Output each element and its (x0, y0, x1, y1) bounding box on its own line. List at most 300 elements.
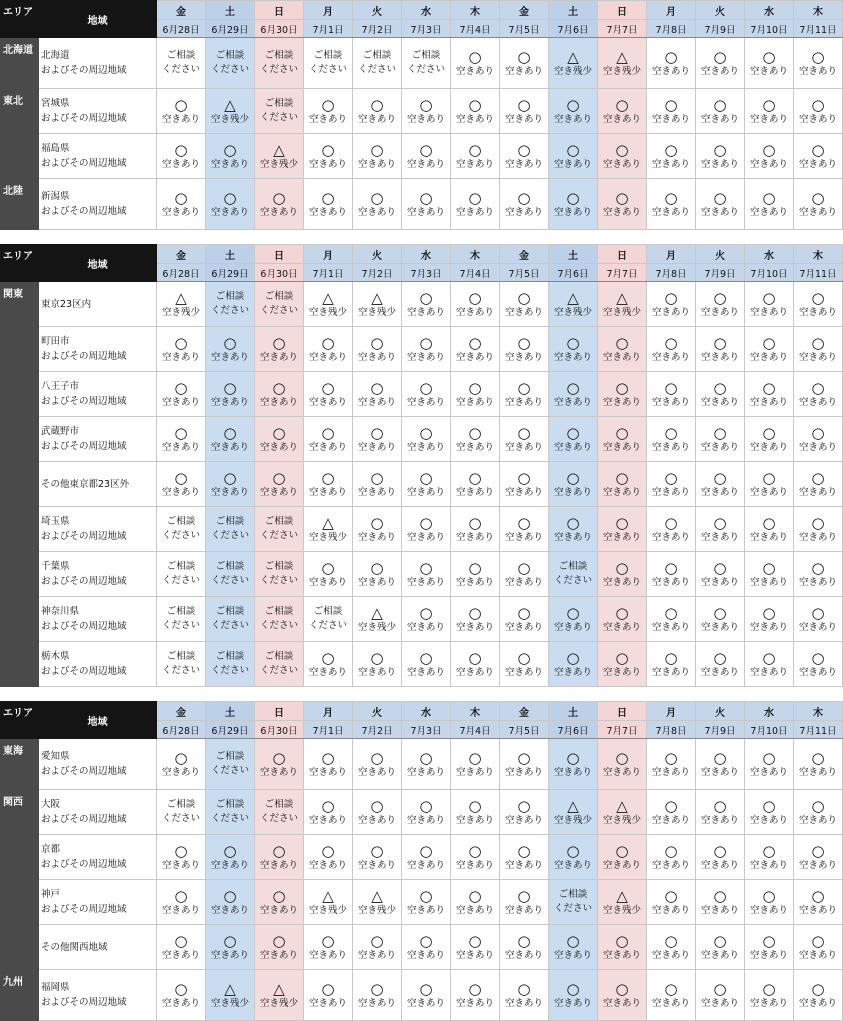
region-name-line: およびその周辺地域 (41, 859, 127, 870)
available-symbol: ○ (762, 796, 776, 815)
day-of-week-header (647, 1, 696, 20)
availability-cell (157, 925, 206, 970)
date-header (402, 264, 451, 282)
consult-text: ください (161, 64, 200, 75)
availability-cell (206, 89, 255, 134)
available-symbol: ○ (174, 95, 188, 114)
availability-cell (206, 880, 255, 925)
date-label: 7月3日 (410, 725, 442, 737)
available-symbol: ○ (321, 558, 335, 577)
availability-label: 空きあり (455, 949, 494, 961)
region-name-cell (39, 597, 157, 642)
availability-cell (304, 89, 353, 134)
available-symbol: ○ (419, 558, 433, 577)
available-symbol: ○ (811, 979, 825, 998)
availability-label: 空きあり (602, 441, 641, 453)
availability-label: 空きあり (161, 396, 200, 408)
available-symbol: ○ (615, 748, 629, 767)
availability-cell (549, 462, 598, 507)
consult-text: ご相談 (166, 651, 196, 662)
availability-cell (647, 790, 696, 835)
consult-text: ください (210, 64, 249, 75)
available-symbol: ○ (517, 333, 531, 352)
day-of-week-label: 土 (225, 6, 235, 18)
availability-cell (549, 282, 598, 327)
date-header (598, 264, 647, 282)
availability-label: 空きあり (308, 158, 347, 170)
region-name-line: およびその周辺地域 (41, 113, 127, 124)
consult-text: ご相談 (362, 50, 392, 61)
availability-label: 空きあり (308, 949, 347, 961)
availability-cell (549, 372, 598, 417)
available-symbol: ○ (713, 333, 727, 352)
consult-text: ご相談 (166, 606, 196, 617)
available-symbol: ○ (517, 931, 531, 950)
availability-cell (206, 179, 255, 230)
table-row (1, 417, 843, 462)
availability-cell (549, 327, 598, 372)
available-symbol: ○ (370, 979, 384, 998)
availability-label: 空きあり (455, 158, 494, 170)
availability-cell (402, 89, 451, 134)
availability-cell (647, 462, 696, 507)
availability-label: 空きあり (357, 396, 396, 408)
area-name: 九州 (3, 977, 23, 988)
date-header (402, 20, 451, 38)
availability-cell (500, 597, 549, 642)
availability-cell (255, 739, 304, 790)
availability-cell (402, 790, 451, 835)
availability-cell (157, 642, 206, 687)
available-symbol: ○ (517, 140, 531, 159)
availability-label: 空きあり (798, 766, 837, 778)
available-symbol: ○ (468, 931, 482, 950)
availability-cell (451, 282, 500, 327)
available-symbol: ○ (419, 603, 433, 622)
availability-label: 空きあり (357, 814, 396, 826)
available-symbol: ○ (223, 140, 237, 159)
available-symbol: ○ (468, 886, 482, 905)
availability-cell (696, 134, 745, 179)
availability-cell (647, 134, 696, 179)
availability-cell (451, 372, 500, 417)
date-label: 7月8日 (655, 725, 687, 737)
availability-label: 空きあり (357, 441, 396, 453)
availability-cell (500, 642, 549, 687)
availability-cell (353, 790, 402, 835)
consult-text: ください (259, 112, 298, 123)
availability-cell (696, 642, 745, 687)
availability-label: 空きあり (602, 766, 641, 778)
availability-label: 空きあり (700, 949, 739, 961)
availability-cell (451, 89, 500, 134)
availability-cell (500, 462, 549, 507)
availability-label: 空きあり (406, 666, 445, 678)
availability-cell (598, 134, 647, 179)
availability-label: 空きあり (798, 666, 837, 678)
availability-cell (353, 179, 402, 230)
day-of-week-header (206, 1, 255, 20)
availability-label: 空き残少 (553, 306, 592, 318)
available-symbol: ○ (468, 140, 482, 159)
availability-cell (647, 179, 696, 230)
region-name-cell (39, 970, 157, 1021)
date-header (500, 264, 549, 282)
date-label: 7月11日 (799, 725, 837, 737)
availability-cell (353, 462, 402, 507)
availability-cell (402, 835, 451, 880)
availability-label: 空きあり (504, 621, 543, 633)
consult-text: ご相談 (313, 606, 343, 617)
availability-cell (157, 835, 206, 880)
availability-label: 空きあり (504, 306, 543, 318)
availability-cell (451, 835, 500, 880)
day-of-week-label: 金 (519, 250, 529, 262)
availability-label: 空きあり (357, 531, 396, 543)
availability-label: 空きあり (504, 814, 543, 826)
consult-text: ください (210, 620, 249, 631)
availability-cell (647, 417, 696, 462)
availability-label: 空きあり (455, 904, 494, 916)
area-header (1, 1, 39, 38)
availability-label: 空き残少 (602, 65, 641, 77)
availability-cell (549, 89, 598, 134)
availability-cell (402, 134, 451, 179)
area-name: 東海 (3, 746, 23, 757)
availability-label: 空きあり (651, 766, 690, 778)
date-label: 7月6日 (557, 268, 589, 280)
region-name-cell (39, 372, 157, 417)
day-of-week-header (598, 702, 647, 721)
date-label: 6月30日 (260, 725, 298, 737)
availability-cell (353, 597, 402, 642)
availability-cell (304, 372, 353, 417)
day-of-week-label: 月 (323, 6, 333, 18)
availability-label: 空きあり (455, 65, 494, 77)
date-label: 7月3日 (410, 24, 442, 36)
available-symbol: ○ (272, 378, 286, 397)
section-gap (1, 230, 843, 245)
available-symbol: ○ (615, 95, 629, 114)
available-symbol: ○ (517, 468, 531, 487)
availability-label: 空きあり (308, 814, 347, 826)
available-symbol: ○ (321, 979, 335, 998)
section-gap (1, 687, 843, 702)
day-of-week-header (157, 702, 206, 721)
available-symbol: ○ (517, 47, 531, 66)
available-symbol: ○ (811, 95, 825, 114)
availability-label: 空きあり (798, 113, 837, 125)
availability-label: 空きあり (798, 814, 837, 826)
area-name: 関西 (3, 797, 23, 808)
consult-text: ご相談 (264, 516, 294, 527)
availability-label: 空きあり (651, 158, 690, 170)
availability-label: 空きあり (602, 113, 641, 125)
day-of-week-label: 土 (568, 250, 578, 262)
availability-cell (745, 552, 794, 597)
availability-cell (647, 739, 696, 790)
availability-label: 空きあり (504, 531, 543, 543)
available-symbol: ○ (272, 841, 286, 860)
availability-cell (304, 739, 353, 790)
availability-label: 空きあり (406, 814, 445, 826)
day-of-week-header (549, 245, 598, 264)
few-left-symbol: △ (567, 47, 579, 66)
availability-cell (157, 327, 206, 372)
day-of-week-header (304, 702, 353, 721)
available-symbol: ○ (615, 979, 629, 998)
availability-cell (598, 89, 647, 134)
available-symbol: ○ (321, 95, 335, 114)
day-of-week-header (157, 1, 206, 20)
date-header (157, 20, 206, 38)
availability-label: 空きあり (553, 997, 592, 1009)
region-name-line: 京都 (41, 844, 61, 855)
availability-label: 空きあり (749, 158, 788, 170)
consult-text: ご相談 (215, 291, 245, 302)
availability-cell (402, 282, 451, 327)
availability-label: 空きあり (455, 766, 494, 778)
available-symbol: ○ (321, 333, 335, 352)
availability-cell (206, 925, 255, 970)
area-header-label: エリア (3, 708, 33, 719)
availability-cell (157, 880, 206, 925)
available-symbol: ○ (468, 333, 482, 352)
availability-label: 空きあり (504, 206, 543, 218)
availability-cell (647, 372, 696, 417)
availability-label: 空きあり (504, 65, 543, 77)
availability-cell (794, 790, 843, 835)
day-of-week-label: 金 (519, 707, 529, 719)
available-symbol: ○ (762, 979, 776, 998)
availability-label: 空きあり (651, 531, 690, 543)
date-header (157, 721, 206, 739)
date-label: 7月8日 (655, 24, 687, 36)
availability-label: 空きあり (651, 441, 690, 453)
available-symbol: ○ (321, 648, 335, 667)
available-symbol: ○ (419, 423, 433, 442)
available-symbol: ○ (370, 468, 384, 487)
region-name-line: およびその周辺地域 (41, 206, 127, 217)
availability-cell (451, 597, 500, 642)
availability-cell (745, 642, 794, 687)
table-row (1, 970, 843, 1021)
available-symbol: ○ (664, 188, 678, 207)
availability-label: 空きあり (651, 949, 690, 961)
region-header (39, 702, 157, 739)
available-symbol: ○ (762, 288, 776, 307)
available-symbol: ○ (615, 931, 629, 950)
region-name-cell (39, 282, 157, 327)
consult-text: ください (308, 64, 347, 75)
consult-text: ください (210, 305, 249, 316)
availability-label: 空きあり (210, 949, 249, 961)
availability-label: 空きあり (700, 441, 739, 453)
header-dow-row (1, 1, 843, 20)
availability-cell (451, 970, 500, 1021)
day-of-week-label: 木 (470, 6, 480, 18)
available-symbol: ○ (566, 423, 580, 442)
availability-cell (745, 282, 794, 327)
day-of-week-header (451, 1, 500, 20)
available-symbol: ○ (713, 288, 727, 307)
availability-label: 空きあり (749, 766, 788, 778)
date-label: 7月9日 (704, 268, 736, 280)
availability-label: 空き残少 (553, 814, 592, 826)
available-symbol: ○ (174, 423, 188, 442)
availability-label: 空きあり (259, 486, 298, 498)
available-symbol: ○ (811, 188, 825, 207)
available-symbol: ○ (566, 841, 580, 860)
available-symbol: ○ (566, 648, 580, 667)
region-name-cell (39, 835, 157, 880)
few-left-symbol: △ (567, 288, 579, 307)
region-name-line: 東京23区内 (41, 298, 92, 310)
few-left-symbol: △ (322, 886, 334, 905)
availability-label: 空きあり (455, 486, 494, 498)
available-symbol: ○ (517, 188, 531, 207)
day-of-week-label: 火 (715, 6, 725, 18)
day-of-week-label: 月 (666, 707, 676, 719)
available-symbol: ○ (762, 140, 776, 159)
available-symbol: ○ (468, 558, 482, 577)
availability-cell (696, 38, 745, 89)
availability-label: 空きあり (749, 814, 788, 826)
few-left-symbol: △ (616, 47, 628, 66)
day-of-week-header (598, 245, 647, 264)
table-row (1, 179, 843, 230)
available-symbol: ○ (615, 468, 629, 487)
availability-label: 空きあり (749, 949, 788, 961)
availability-label: 空きあり (308, 441, 347, 453)
availability-label: 空きあり (700, 65, 739, 77)
available-symbol: ○ (468, 188, 482, 207)
region-name-line: 北海道 (41, 50, 70, 61)
table-row (1, 282, 843, 327)
consult-text: ご相談 (313, 50, 343, 61)
available-symbol: ○ (419, 841, 433, 860)
availability-label: 空きあり (406, 206, 445, 218)
availability-cell (500, 282, 549, 327)
availability-label: 空きあり (406, 997, 445, 1009)
availability-label: 空きあり (161, 859, 200, 871)
available-symbol: ○ (811, 47, 825, 66)
availability-cell (402, 880, 451, 925)
region-name-line: 大阪 (41, 799, 61, 810)
available-symbol: ○ (811, 513, 825, 532)
few-left-symbol: △ (567, 796, 579, 815)
availability-label: 空き残少 (259, 997, 298, 1009)
availability-cell (304, 925, 353, 970)
availability-label: 空き残少 (210, 997, 249, 1009)
availability-label: 空きあり (504, 666, 543, 678)
availability-cell (402, 970, 451, 1021)
area-header (1, 245, 39, 282)
area-label-cell (1, 739, 39, 790)
availability-label: 空きあり (308, 396, 347, 408)
consult-text: ご相談 (215, 799, 245, 810)
availability-cell (598, 462, 647, 507)
availability-cell (304, 327, 353, 372)
available-symbol: ○ (762, 423, 776, 442)
available-symbol: ○ (762, 95, 776, 114)
date-header (206, 20, 255, 38)
consult-text: ご相談 (166, 50, 196, 61)
consult-text: ください (259, 530, 298, 541)
available-symbol: ○ (566, 603, 580, 622)
availability-label: 空きあり (308, 351, 347, 363)
availability-cell (255, 552, 304, 597)
availability-cell (255, 89, 304, 134)
region-name-cell (39, 507, 157, 552)
available-symbol: ○ (664, 748, 678, 767)
availability-cell (451, 552, 500, 597)
date-label: 7月10日 (750, 725, 788, 737)
date-header (647, 721, 696, 739)
available-symbol: ○ (321, 378, 335, 397)
availability-cell (794, 282, 843, 327)
region-name-line: およびその周辺地域 (41, 396, 127, 407)
availability-label: 空きあり (406, 531, 445, 543)
availability-label: 空きあり (406, 576, 445, 588)
date-label: 7月7日 (606, 268, 638, 280)
available-symbol: ○ (762, 468, 776, 487)
availability-cell (598, 179, 647, 230)
date-header (206, 721, 255, 739)
availability-cell (598, 790, 647, 835)
availability-label: 空きあり (798, 997, 837, 1009)
region-name-line: およびその周辺地域 (41, 621, 127, 632)
availability-label: 空きあり (798, 396, 837, 408)
availability-cell (745, 835, 794, 880)
availability-cell (598, 597, 647, 642)
availability-cell (745, 739, 794, 790)
date-label: 7月7日 (606, 24, 638, 36)
availability-cell (206, 835, 255, 880)
availability-cell (157, 282, 206, 327)
availability-label: 空きあり (504, 949, 543, 961)
day-of-week-header (549, 702, 598, 721)
availability-cell (794, 507, 843, 552)
availability-label: 空きあり (553, 666, 592, 678)
table-row (1, 835, 843, 880)
region-name-line: およびその周辺地域 (41, 65, 127, 76)
availability-cell (549, 417, 598, 462)
availability-label: 空きあり (455, 531, 494, 543)
availability-label: 空きあり (210, 158, 249, 170)
availability-cell (304, 38, 353, 89)
availability-cell (353, 552, 402, 597)
availability-cell (549, 790, 598, 835)
availability-cell (451, 462, 500, 507)
availability-cell (451, 134, 500, 179)
availability-label: 空きあり (700, 486, 739, 498)
availability-cell (696, 179, 745, 230)
available-symbol: ○ (566, 378, 580, 397)
availability-label: 空きあり (798, 949, 837, 961)
day-of-week-label: 土 (568, 707, 578, 719)
date-label: 7月10日 (750, 268, 788, 280)
available-symbol: ○ (272, 423, 286, 442)
available-symbol: ○ (664, 513, 678, 532)
available-symbol: ○ (811, 931, 825, 950)
available-symbol: ○ (713, 979, 727, 998)
available-symbol: ○ (517, 979, 531, 998)
availability-cell (304, 835, 353, 880)
availability-label: 空きあり (161, 113, 200, 125)
availability-cell (794, 880, 843, 925)
availability-cell (255, 835, 304, 880)
